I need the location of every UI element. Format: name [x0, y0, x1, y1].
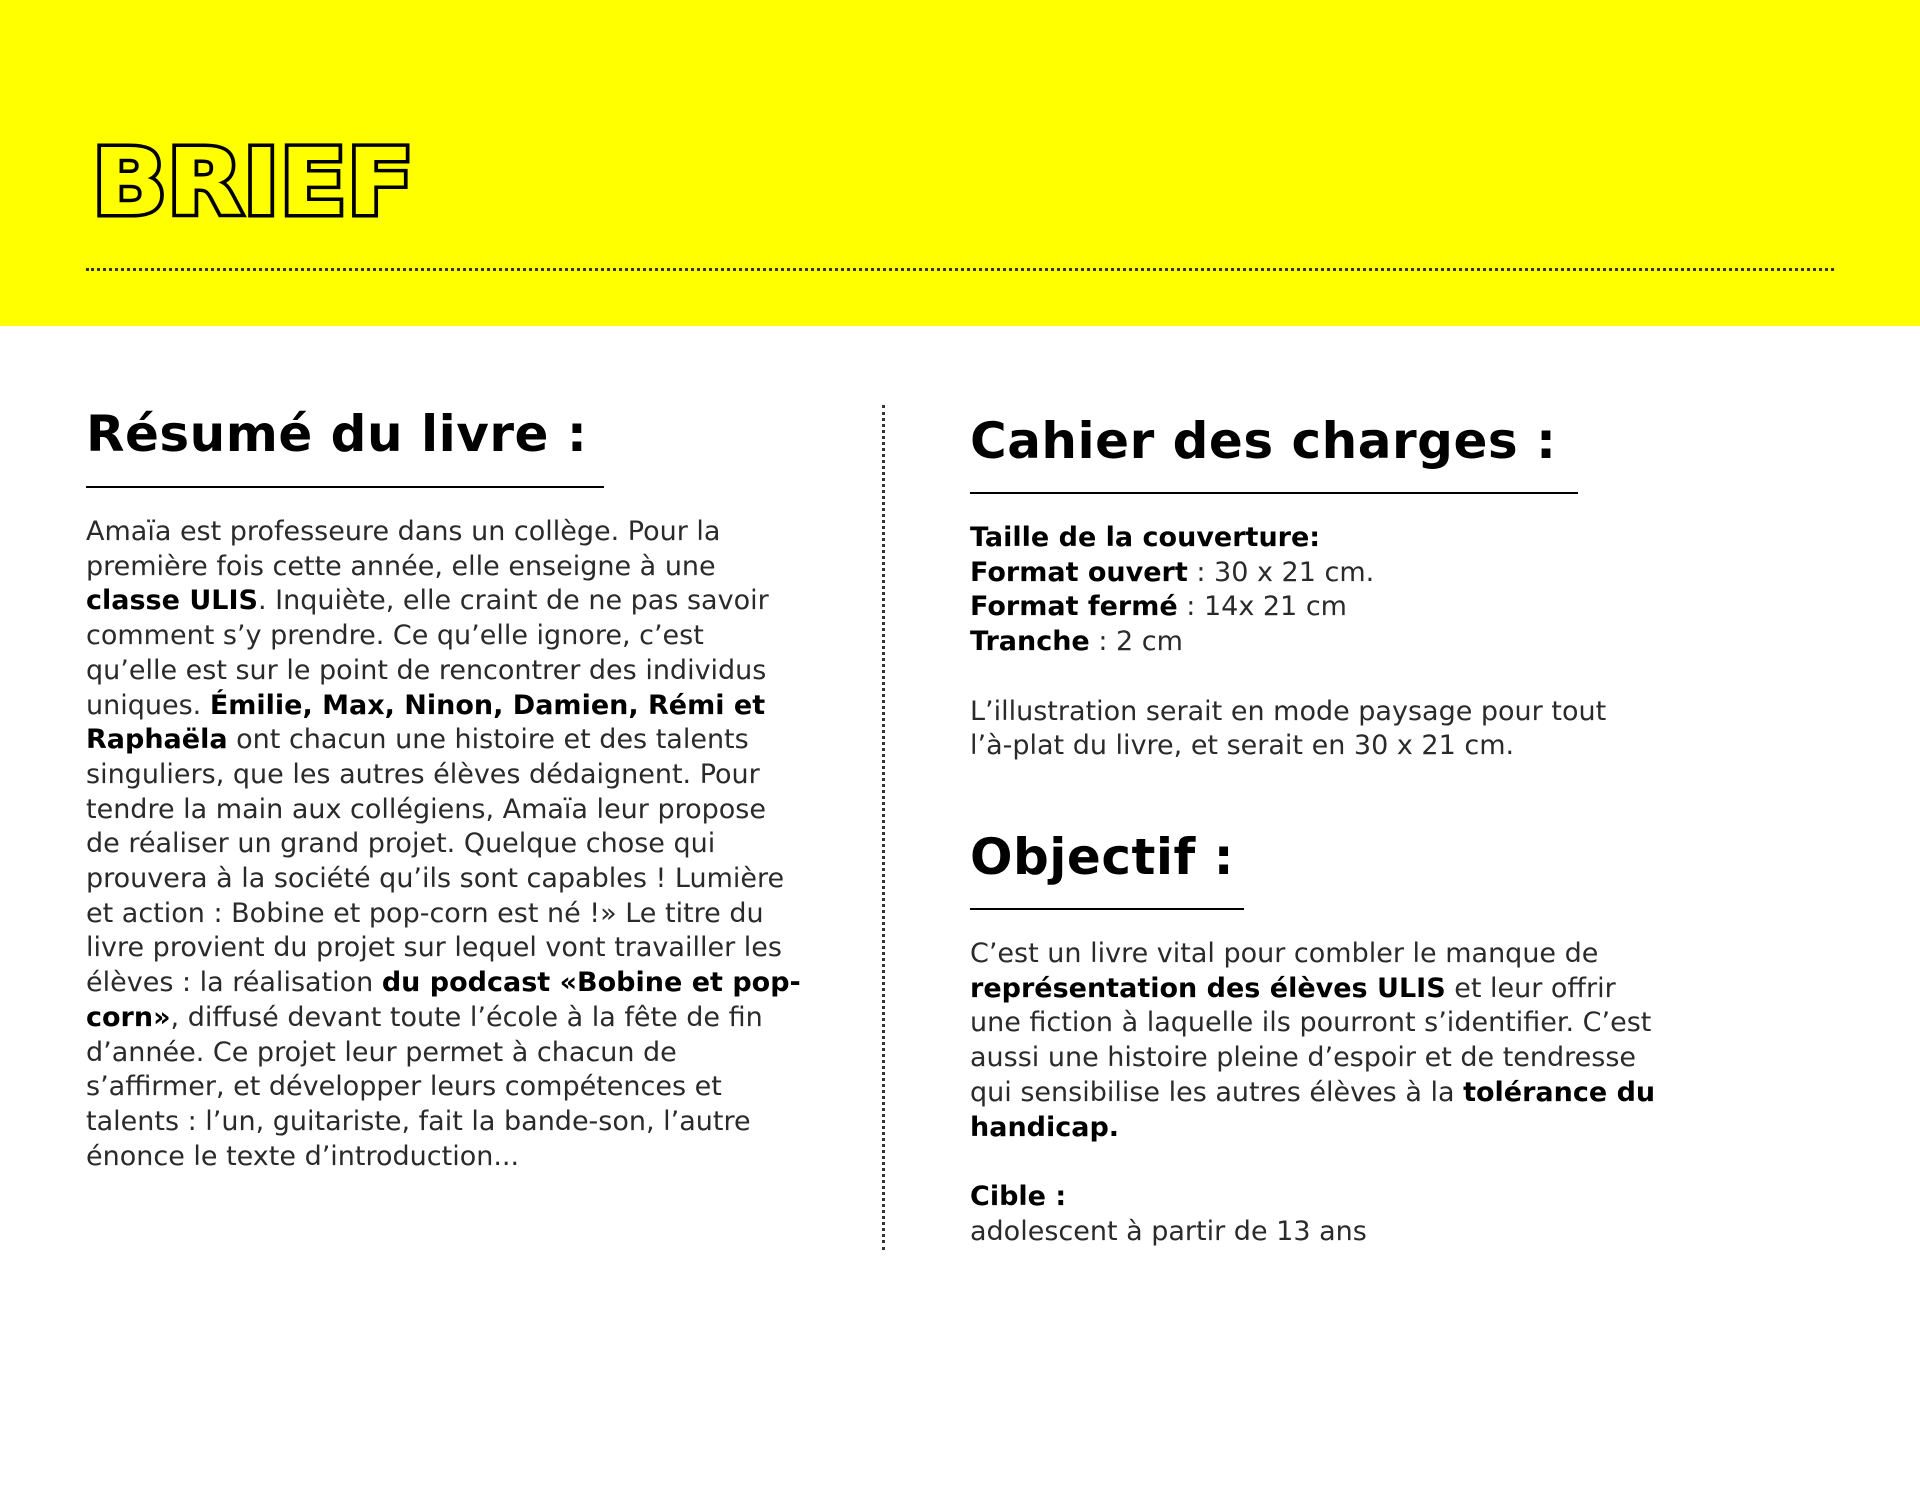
header-divider — [86, 268, 1834, 271]
column-divider — [882, 405, 885, 1250]
format-ouvert-line — [970, 556, 1650, 591]
header-banner — [0, 0, 1920, 326]
format-ferme-line — [970, 590, 1650, 625]
brief-logo-text: BRIEF — [92, 136, 414, 226]
format-ferme-label: Format fermé — [970, 591, 1178, 623]
format-ferme-value: : 14x 21 cm — [1177, 591, 1347, 623]
text-run: ont chacun une histoire et des talents singuliers, que les autres élèves dédaignent. Pour tendre la main aux collégiens, Amaïa leur propose de réaliser un grand projet. Quelque chose qui prouvera à la société qu’ils sont capables ! Lumière et action : Bobine et pop-corn est né !» Le titre du livre provient du projet sur lequel vont travailler les élèves : la réalisation — [86, 724, 785, 999]
text-run: . Inquiète, elle craint de ne pas savoir comment s’y prendre. Ce qu’elle ignore, c’est qu’elle est sur le point de rencontrer des individus uniques. — [86, 585, 769, 721]
cible-block — [970, 1180, 1670, 1249]
format-ouvert-value: : 30 x 21 cm. — [1187, 556, 1375, 588]
tranche-label: Tranche — [970, 626, 1090, 658]
text-run: C’est un livre vital pour combler le manque de — [970, 938, 1599, 969]
bold-phrase: représentation des élèves ULIS — [970, 972, 1446, 1004]
cible-value: adolescent à partir de 13 ans — [970, 1215, 1367, 1247]
text-run: et leur offrir une fiction à laquelle ils pourront s’identifier. C’est aussi une histoire pleine d’espoir et de tendresse qui sensibilise les autres élèves à la — [970, 972, 1652, 1108]
objectif-paragraph — [970, 937, 1670, 1145]
objectif-heading-underline — [970, 908, 1244, 910]
cover-size-title: Taille de la couverture: — [970, 522, 1321, 553]
cahier-heading: Cahier des charges : — [970, 412, 1557, 470]
text-run: Amaïa est professeure dans un collège. Pour la première fois cette année, elle enseigne à une — [86, 516, 721, 582]
brief-logo — [90, 136, 420, 226]
resume-heading: Résumé du livre : — [86, 405, 588, 463]
tranche-value: : 2 cm — [1089, 626, 1183, 658]
cahier-specs — [970, 521, 1650, 764]
resume-paragraph — [86, 515, 802, 1174]
cahier-heading-underline — [970, 492, 1578, 494]
cible-label: Cible : — [970, 1181, 1067, 1212]
bold-phrase: Émilie, Max, Ninon, Damien, Rémi et Raphaëla — [86, 689, 766, 756]
bold-phrase: du podcast «Bobine et pop-corn» — [86, 967, 801, 1033]
resume-heading-underline — [86, 486, 604, 488]
illustration-note: L’illustration serait en mode paysage pour tout l’à-plat du livre, et serait en 30 x 21 cm. — [970, 695, 1607, 762]
tranche-line — [970, 625, 1650, 660]
bold-phrase: classe ULIS — [86, 585, 258, 617]
objectif-heading: Objectif : — [970, 828, 1235, 886]
text-run: , diffusé devant toute l’école à la fête de fin d’année. Ce projet leur permet à chacun de s’affirmer, et développer leurs compétences et talents : l’un, guitariste, fait la bande-son, l’autre énonce le texte d’introduction... — [86, 1001, 763, 1172]
bold-phrase: tolérance du handicap. — [970, 1076, 1656, 1143]
format-ouvert-label: Format ouvert — [970, 556, 1188, 588]
